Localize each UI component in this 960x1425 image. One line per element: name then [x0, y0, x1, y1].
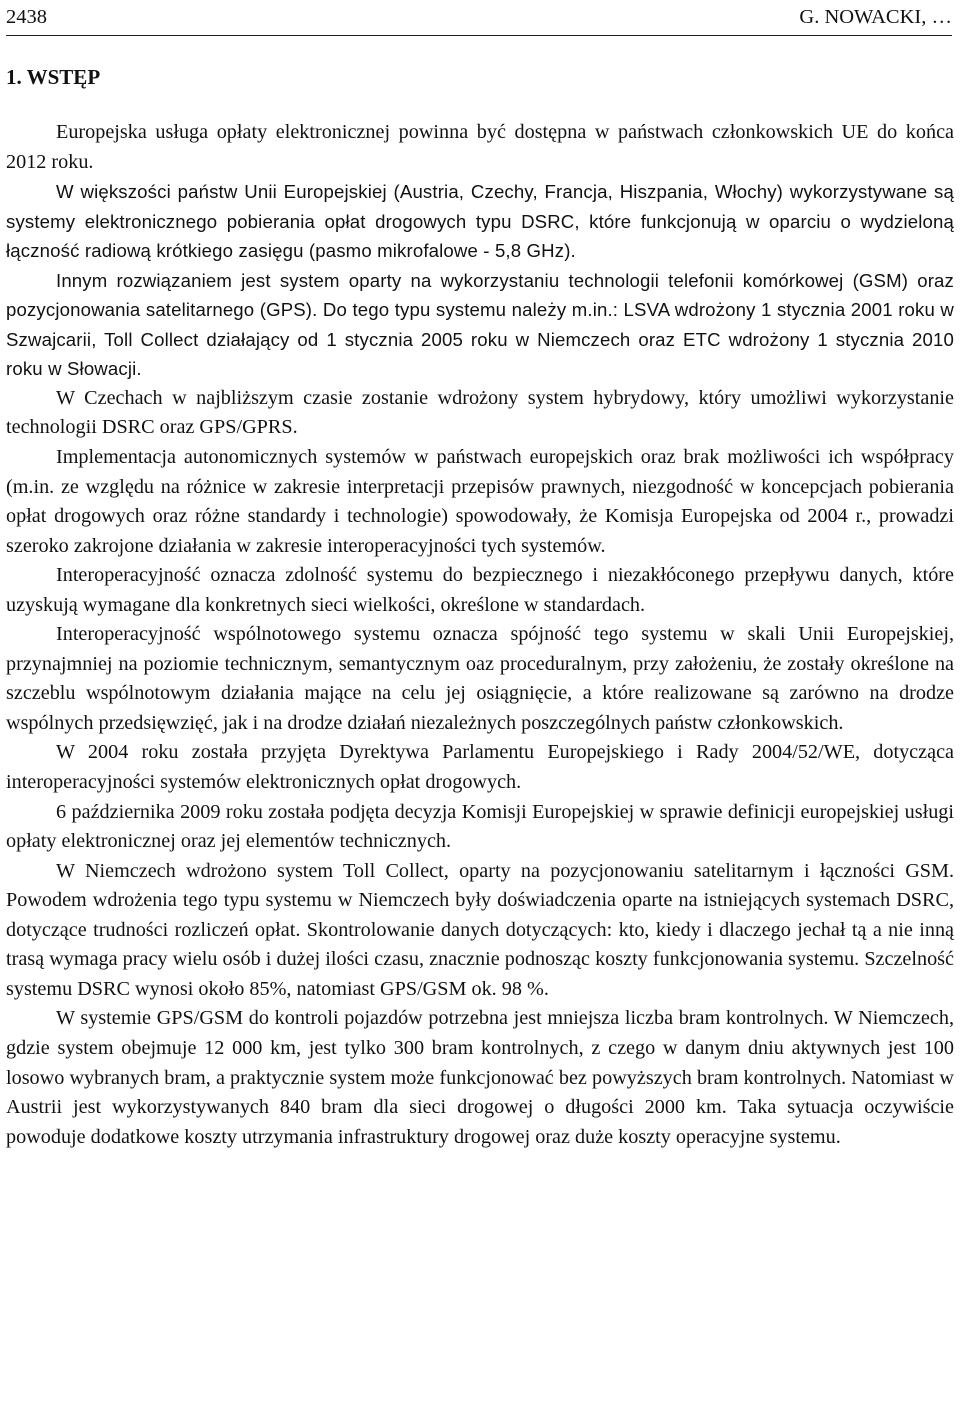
paragraph: Europejska usługa opłaty elektronicznej powinna być dostępna w państwach członkowskich UE do końca 2012 roku. [6, 121, 954, 173]
paragraph: W większości państw Unii Europejskiej (Austria, Czechy, Francja, Hiszpania, Włochy) wykorzystywane są systemy elektronicznego pobierania opłat drogowych typu DSRC, które funkcjonują w oparciu o wydzieloną łączność radiową krótkiego zasięgu (pasmo mikrofalowe - 5,8 GHz). [6, 181, 954, 262]
page-header [6, 2, 952, 32]
paragraph: Implementacja autonomicznych systemów w państwach europejskich oraz brak możliwości ich współpracy (m.in. ze względu na różnice w zakresie interpretacji przepisów prawnych, niezgodność w koncepcjach pobierania opłat drogowych oraz różne standardy i technologie) spowodowały, że Komisja Europejska od 2004 r., prowadzi szeroko zakrojone działania w zakresie interoperacyjności tych systemów. [6, 446, 954, 557]
paragraph: W systemie GPS/GSM do kontroli pojazdów potrzebna jest mniejsza liczba bram kontrolnych. W Niemczech, gdzie system obejmuje 12 000 km, jest tylko 300 bram kontrolnych, z czego w danym dniu aktywnych jest 100 losowo wybranych bram, a praktycznie system może funkcjonować bez powyższych bram kontrolnych. Natomiast w Austrii jest wykorzystywanych 840 bram dla sieci drogowej o długości 2000 km. Taka sytuacja oczywiście powoduje dodatkowe koszty utrzymania infrastruktury drogowej oraz duże koszty operacyjne systemu. [6, 1007, 954, 1148]
paragraph: Interoperacyjność wspólnotowego systemu oznacza spójność tego systemu w skali Unii Europejskiej, przynajmniej na poziomie technicznym, semantycznym oaz proceduralnym, przy założeniu, że zostały określone na szczeblu wspólnotowym działania mające na celu jej osiągnięcie, a które realizowane są zarówno na drodze wspólnych przedsięwzięć, jak i na drodze działań niezależnych poszczególnych państw członkowskich. [6, 623, 954, 734]
running-head: G. NOWACKI, … [799, 6, 952, 28]
paragraph: 6 października 2009 roku została podjęta decyzja Komisji Europejskiej w sprawie definicji europejskiej usługi opłaty elektronicznej oraz jej elementów technicznych. [6, 800, 954, 853]
header-rule [6, 35, 952, 36]
paragraph: W 2004 roku została przyjęta Dyrektywa Parlamentu Europejskiego i Rady 2004/52/WE, dotycząca interoperacyjności systemów elektronicznych opłat drogowych. [6, 741, 954, 794]
paragraph: Interoperacyjność oznacza zdolność systemu do bezpiecznego i niezakłóconego przepływu danych, które uzyskują wymagane dla konkretnych sieci wielkości, określone w standardach. [6, 564, 954, 616]
section-heading: 1. WSTĘP [6, 65, 101, 89]
paragraph: W Czechach w najbliższym czasie zostanie wdrożony system hybrydowy, który umożliwi wykorzystanie technologii DSRC oraz GPS/GPRS. [6, 386, 954, 439]
paragraph: W Niemczech wdrożono system Toll Collect, oparty na pozycjonowaniu satelitarnym i łączności GSM. Powodem wdrożenia tego typu systemu w Niemczech były doświadczenia oparte na istniejących systemach DSRC, dotyczące trudności rozliczeń opłat. Skontrolowanie danych dotyczących: kto, kiedy i dlaczego jechał tą a nie inną trasą wymaga pracy wielu osób i dużej ilości czasu, znacznie podnosząc koszty funkcjonowania systemu. Szczelność systemu DSRC wynosi około 85%, natomiast GPS/GSM ok. 98 %. [6, 859, 954, 1000]
body-text [6, 118, 954, 1152]
page-number: 2438 [6, 6, 47, 28]
paragraph: Innym rozwiązaniem jest system oparty na wykorzystaniu technologii telefonii komórkowej (GSM) oraz pozycjonowania satelitarnego (GPS). Do tego typu systemu należy m.in.: LSVA wdrożony 1 stycznia 2001 roku w Szwajcarii, Toll Collect działający od 1 stycznia 2005 roku w Niemczech oraz ETC wdrożony 1 stycznia 2010 roku w Słowacji. [6, 269, 954, 380]
